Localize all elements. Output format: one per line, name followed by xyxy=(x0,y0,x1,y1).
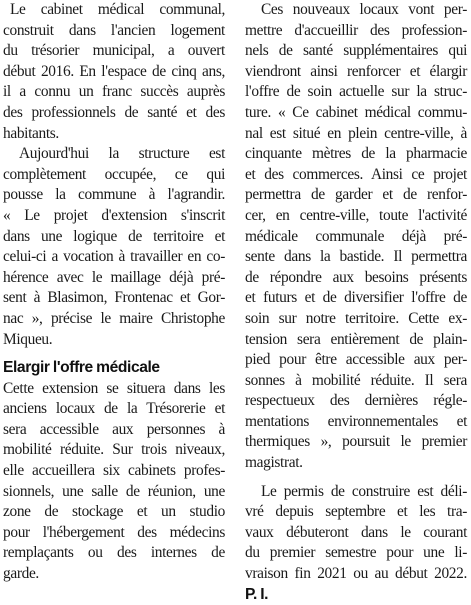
text-line: permettra de garder et de renfor- xyxy=(245,186,467,204)
text-line: début 2016. En l'espace de cinq ans, xyxy=(3,62,225,80)
text-line: garde. xyxy=(3,565,39,583)
text-line: et des commerces. Ainsi ce projet xyxy=(245,165,467,183)
text-line: anciens locaux de la Trésorerie et xyxy=(3,400,225,418)
text-line: Le permis de construire est déli- xyxy=(261,482,467,500)
text-line: mobilité réduite. Sur trois niveaux, xyxy=(3,441,225,459)
text-line: cer, en centre-ville, toute l'activité xyxy=(245,206,467,224)
paragraph-spacer xyxy=(245,474,467,482)
paragraph-extension xyxy=(3,379,225,585)
text-line: du premier semestre pour une li- xyxy=(245,544,467,562)
paragraph-building-permit xyxy=(245,482,467,585)
text-line: Miqueu. xyxy=(3,330,53,348)
text-line: Aujourd'hui la structure est xyxy=(19,145,225,163)
text-line: thermiques », poursuit le premier xyxy=(245,433,467,451)
text-line: tension sera entièrement de plain- xyxy=(245,330,467,348)
text-line: de répondre aux besoins présents xyxy=(245,268,467,286)
text-line: nels de santé supplémentaires qui xyxy=(245,42,467,60)
author-signature: P. I. xyxy=(245,585,269,603)
text-line: mentations environnementales et xyxy=(245,412,467,430)
text-line: dans une logique de territoire et xyxy=(3,227,225,245)
text-line: vraison fin 2021 ou au début 2022. xyxy=(245,565,467,583)
text-line: hérence avec le maillage déjà pré- xyxy=(3,268,225,286)
paragraph-spacer xyxy=(3,350,225,358)
text-line: l'offre de soin actuelle sur la struc- xyxy=(245,83,467,101)
text-line: ture. « Ce cabinet médical commu- xyxy=(245,103,467,121)
text-line: pousse la commune à l'agrandir. xyxy=(3,186,225,204)
text-line: sent à Blasimon, Frontenac et Gor- xyxy=(3,289,225,307)
text-line: habitants. xyxy=(3,124,59,142)
text-line: vaux débuteront dans le courant xyxy=(245,523,467,541)
left-column xyxy=(3,0,225,585)
text-line: vré depuis septembre et les tra- xyxy=(245,503,467,521)
text-line: magistrat. xyxy=(245,454,303,472)
text-line: du trésorier municipal, a ouvert xyxy=(3,42,225,60)
text-line: pied pour être accessible aux per- xyxy=(245,351,467,369)
text-line: construit dans l'ancien logement xyxy=(3,21,225,39)
text-line: respectueux des dernières régle- xyxy=(245,392,467,410)
text-line: pour l'hébergement des médecins xyxy=(3,523,225,541)
text-line: sera accessible aux personnes à xyxy=(3,420,225,438)
text-line: « Le projet d'extension s'inscrit xyxy=(3,206,225,224)
text-line: Ces nouveaux locaux vont per- xyxy=(261,1,467,18)
text-line: Le cabinet médical communal, xyxy=(10,1,225,18)
text-line: soin sur notre territoire. Cette ex- xyxy=(245,309,467,327)
text-line: elle accueillera six cabinets profes- xyxy=(3,462,225,480)
text-line: remplaçants ou des internes de xyxy=(3,544,225,562)
text-line: mettre d'accueillir des profession- xyxy=(245,21,467,39)
right-column xyxy=(245,0,467,605)
text-line: complètement occupée, ce qui xyxy=(3,165,225,183)
paragraph-new-premises xyxy=(245,0,467,474)
text-line: médicale communale déjà pré- xyxy=(245,227,467,245)
text-line: sente dans la bastide. Il permettra xyxy=(245,248,467,266)
text-line: nal est situé en plein centre-ville, à xyxy=(245,124,467,142)
text-line: des professionnels de santé et des xyxy=(3,103,225,121)
paragraph-mayor-quote xyxy=(3,144,225,350)
text-line: nac », précise le maire Christophe xyxy=(3,309,225,327)
text-line: et futurs et de diversifier l'offre de xyxy=(245,289,467,307)
text-line: il a connu un franc succès auprès xyxy=(3,83,225,101)
section-subheading: Elargir l'offre médicale xyxy=(3,359,160,377)
text-line: cinquante mètres de la pharmacie xyxy=(245,145,467,163)
text-line: zone de stockage et un studio xyxy=(3,503,225,521)
text-line: celui-ci a vocation à travailler en co- xyxy=(3,248,225,266)
text-line: sonnes à mobilité réduite. Il sera xyxy=(245,371,467,389)
text-line: viendront ainsi renforcer et élargir xyxy=(245,62,467,80)
text-line: Cette extension se situera dans les xyxy=(3,379,225,397)
paragraph-opening xyxy=(3,0,225,144)
text-line: sionnels, une salle de réunion, une xyxy=(3,482,225,500)
